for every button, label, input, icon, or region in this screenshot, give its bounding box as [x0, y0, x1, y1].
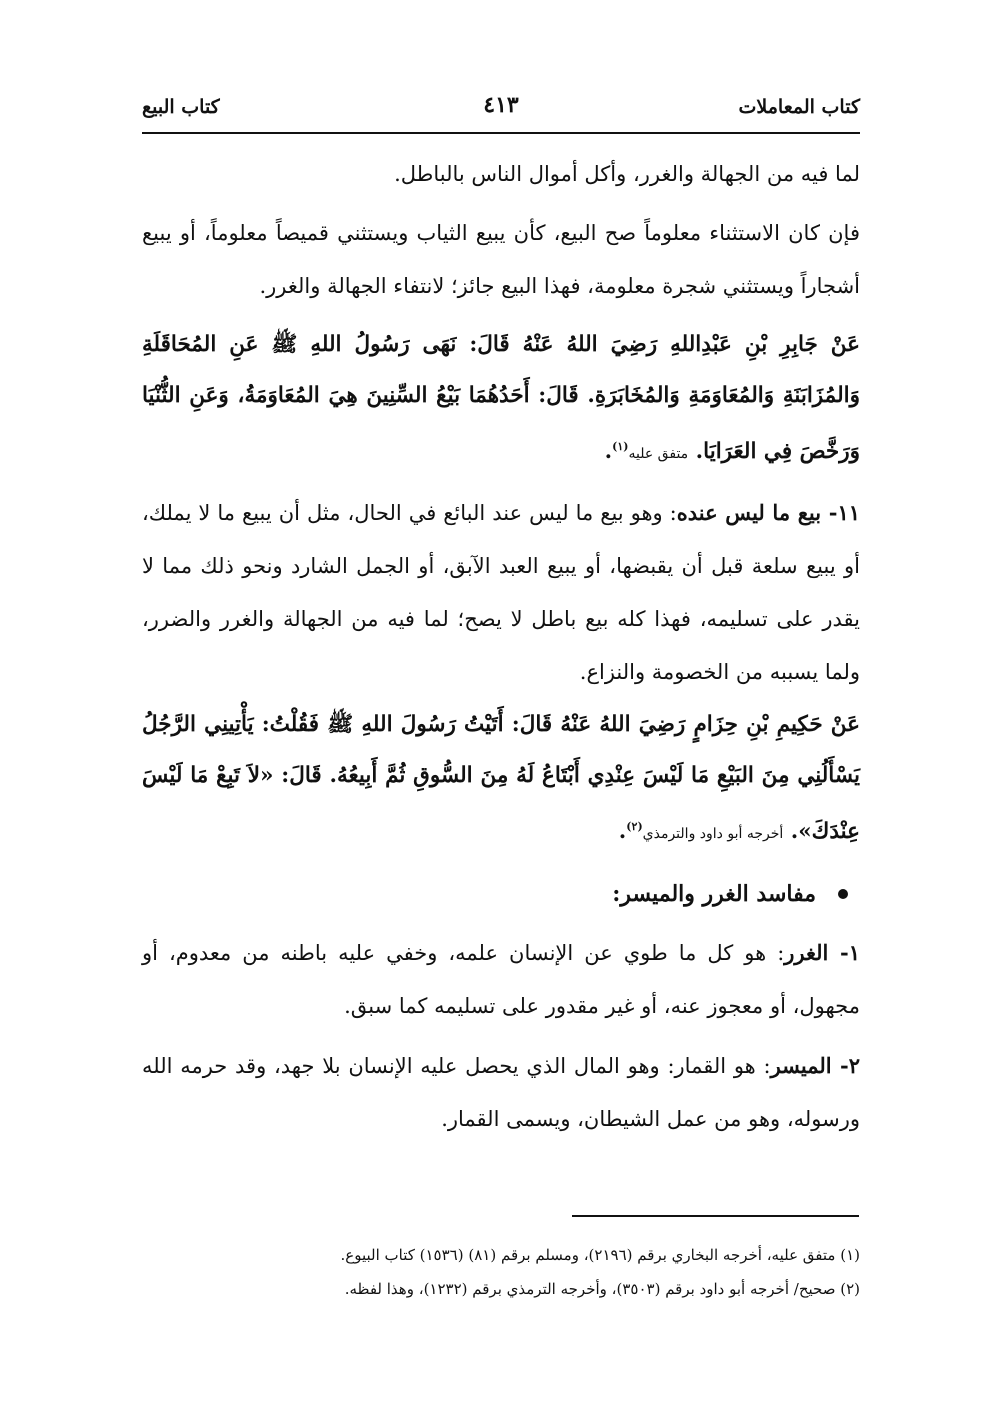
list-item-2 — [142, 1039, 860, 1146]
hadith-hakim-source: أخرجه أبو داود والترمذي — [642, 826, 784, 843]
hadith-jabir-text: عَنْ جَابِرِ بْنِ عَبْدِاللهِ رَضِيَ اللهُ عَنْهُ قَالَ: نَهَى رَسُولُ اللهِ ﷺ عَنِ المُحَاقَلَةِ وَالمُزَابَنَةِ وَالمُعَاوَمَةِ وَالمُخَابَرَةِ. قَالَ: أَحَدُهُمَا بَيْعُ السِّنِينَ هِيَ المُعَاوَمَةُ، وَعَنِ الثُّنْيَا وَرَخَّصَ فِي العَرَايَا. — [142, 332, 860, 465]
page-number: ٤١٣ — [483, 92, 519, 118]
section-heading-text: مفاسد الغرر والميسر: — [612, 881, 816, 908]
item-text-1: : هو كل ما طوي عن الإنسان علمه، وخفي عليه باطنه من معدوم، أو مجهول، أو معجوز عنه، أو غير مقدور على تسليمه كما سبق. — [142, 941, 860, 1019]
footnotes — [142, 1238, 860, 1306]
footnote-1: (١) متفق عليه، أخرجه البخاري برقم (٢١٩٦)، ومسلم برقم (٨١) (١٥٣٦) كتاب البيوع. — [340, 1246, 860, 1264]
item-number-11: ١١- — [821, 500, 860, 526]
item-term-11: بيع ما ليس عنده — [676, 500, 822, 526]
item-number-1: ١- — [828, 940, 861, 966]
footnote-divider — [572, 1215, 859, 1217]
hadith-hakim: عَنْ حَكِيمِ بْنِ حِزَامٍ رَضِيَ اللهُ عَنْهُ قَالَ: أَتَيْتُ رَسُولَ اللهِ ﷺ فَقُلْتُ: يَأْتِينِي الرَّجُلُ يَسْأَلُنِي مِنَ البَيْعِ مَا لَيْسَ عِنْدِي أَبْتَاعُ لَهُ مِنَ السُّوقِ ثُمَّ أَبِيعُهُ. قَالَ: «لاَ تَبِعْ مَا لَيْسَ عِنْدَكَ». أخرجه أبو داود والترمذي$^{(٢)}$. — [142, 712, 860, 845]
section-heading — [142, 868, 860, 920]
paragraph-exception: فإن كان الاستثناء معلوماً صح البيع، كأن يبيع الثياب ويستثني قميصاً معلوماً، أو يبيع أشجاراً ويستثني شجرة معلومة، فهذا البيع جائز؛ لانتفاء الجهالة والغرر. — [142, 221, 860, 298]
page-header — [142, 92, 860, 134]
list-item-11 — [142, 486, 860, 699]
header-chapter-title: كتاب المعاملات — [738, 96, 860, 118]
bullet-icon — [838, 889, 848, 899]
paragraph-intro: لما فيه من الجهالة والغرر، وأكل أموال الناس بالباطل. — [394, 162, 860, 186]
item-text-2: : هو القمار: وهو المال الذي يحصل عليه الإنسان بلا جهد، وقد حرمه الله ورسوله، وهو من عمل الشيطان، ويسمى القمار. — [142, 1054, 860, 1132]
hadith-hakim-text: عَنْ حَكِيمِ بْنِ حِزَامٍ رَضِيَ اللهُ عَنْهُ قَالَ: أَتَيْتُ رَسُولَ اللهِ ﷺ فَقُلْتُ: يَأْتِينِي الرَّجُلُ يَسْأَلُنِي مِنَ البَيْعِ مَا لَيْسَ عِنْدِي أَبْتَاعُ لَهُ مِنَ السُّوقِ ثُمَّ أَبِيعُهُ. قَالَ: «لاَ تَبِعْ مَا لَيْسَ عِنْدَكَ». — [142, 712, 860, 845]
item-term-1: الغرر — [784, 940, 829, 966]
footnote-ref-2[interactable]: (٢) — [626, 820, 643, 834]
footnote-ref-1[interactable]: (١) — [612, 440, 629, 453]
header-section-title: كتاب البيع — [142, 96, 220, 118]
list-item-1 — [142, 926, 860, 1033]
item-number-2: ٢- — [831, 1053, 860, 1079]
footnote-2: (٢) صحيح/ أخرجه أبو داود برقم (٣٥٠٣)، وأخرجه الترمذي برقم (١٢٣٢)، وهذا لفظه. — [344, 1280, 860, 1298]
hadith-jabir: عَنْ جَابِرِ بْنِ عَبْدِاللهِ رَضِيَ اللهُ عَنْهُ قَالَ: نَهَى رَسُولُ اللهِ ﷺ عَنِ المُحَاقَلَةِ وَالمُزَابَنَةِ وَالمُعَاوَمَةِ وَالمُخَابَرَةِ. قَالَ: أَحَدُهُمَا بَيْعُ السِّنِينَ هِيَ المُعَاوَمَةُ، وَعَنِ الثُّنْيَا وَرَخَّصَ فِي العَرَايَا. متفق عليه$^{(١)}$. — [142, 332, 860, 465]
item-term-2: الميسر — [770, 1053, 832, 1079]
page-body — [142, 148, 860, 1146]
item-text-11: : وهو بيع ما ليس عند البائع في الحال، مثل أن يبيع ما لا يملك، أو يبيع سلعة قبل أن يقبضها، أو يبيع العبد الآبق، أو الجمل الشارد ونحو ذلك مما لا يقدر على تسليمه، فهذا كله بيع باطل لا يصح؛ لما فيه من الجهالة والغرر والضرر، ولما يسببه من الخصومة والنزاع. — [142, 501, 860, 685]
hadith-jabir-source: متفق عليه — [628, 446, 689, 463]
